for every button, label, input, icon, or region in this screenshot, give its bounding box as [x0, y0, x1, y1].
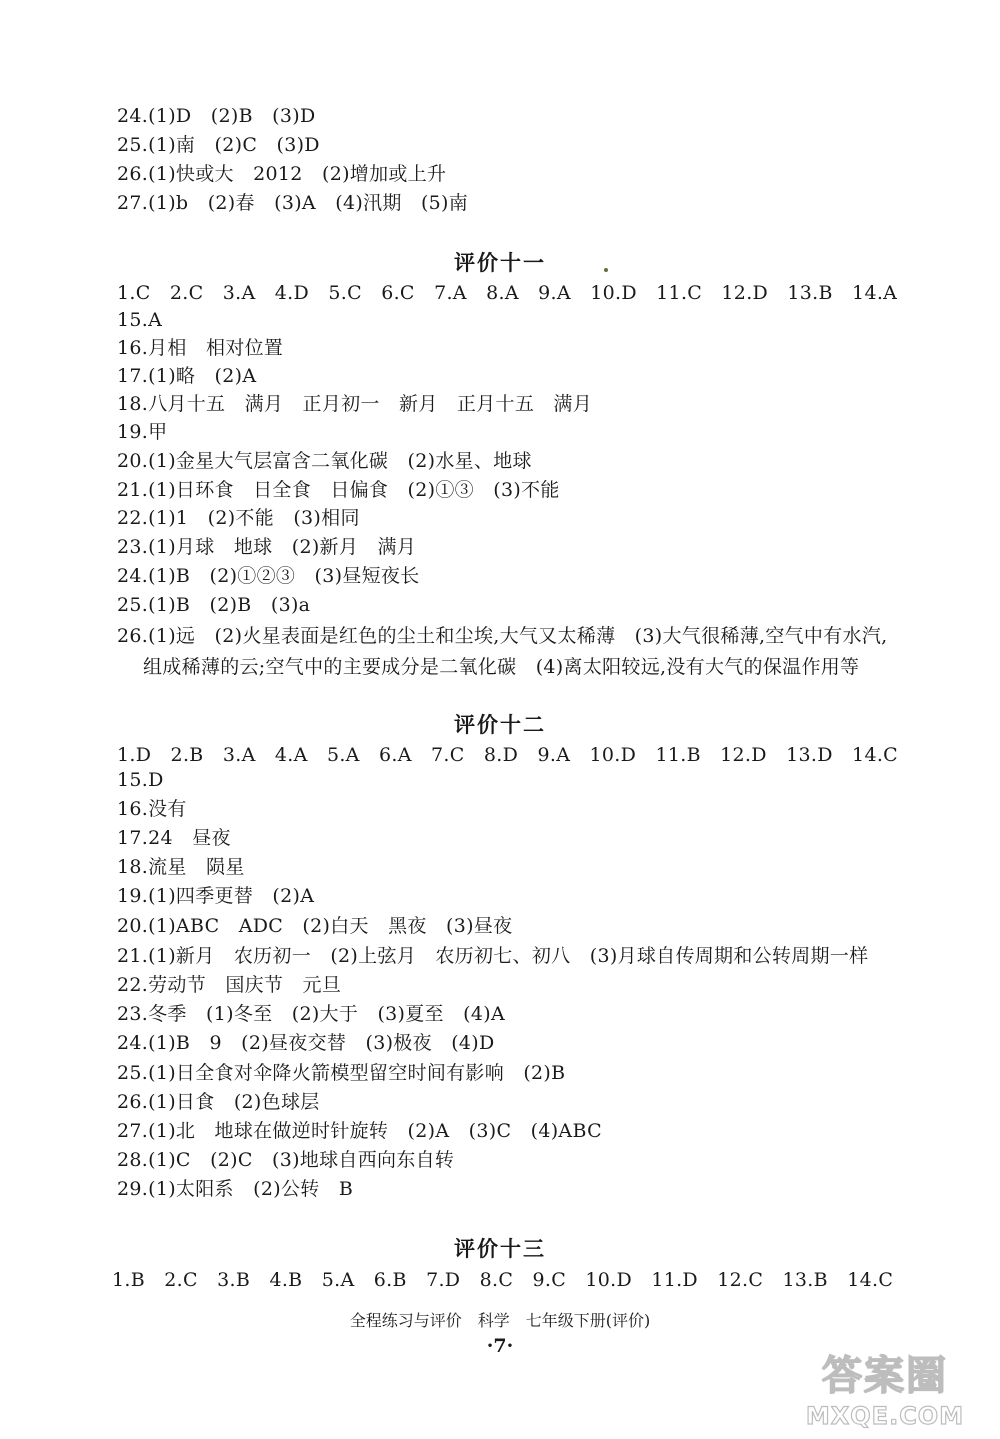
section-heading-13: 评价十三 [454, 1237, 546, 1261]
section-heading-11: 评价十一 [454, 251, 546, 275]
answer-line: 1.B 2.C 3.B 4.B 5.A 6.B 7.D 8.C 9.C 10.D 11.D 12.C 13.B 14.C [112, 1269, 894, 1291]
answer-line: 26.(1)日食 (2)色球层 [117, 1091, 320, 1113]
answer-line: 27.(1)北 地球在做逆时针旋转 (2)A (3)C (4)ABC [117, 1120, 602, 1142]
answer-line: 25.(1)南 (2)C (3)D [117, 134, 320, 156]
page-number: ·7· [486, 1335, 514, 1357]
answer-line: 25.(1)B (2)B (3)a [117, 594, 311, 616]
print-speck [604, 268, 608, 272]
answer-line: 25.(1)日全食对伞降火箭模型留空时间有影响 (2)B [117, 1062, 566, 1084]
answer-line: 20.(1)金星大气层富含二氧化碳 (2)水星、地球 [117, 450, 532, 472]
answer-line: 15.D [117, 769, 164, 791]
answer-line: 23.冬季 (1)冬至 (2)大于 (3)夏至 (4)A [117, 1003, 505, 1025]
answer-line: 1.D 2.B 3.A 4.A 5.A 6.A 7.C 8.D 9.A 10.D 11.B 12.D 13.D 14.C [117, 744, 899, 766]
watermark-text: 答案圈 [822, 1353, 948, 1399]
answer-line: 27.(1)b (2)春 (3)A (4)汛期 (5)南 [117, 192, 469, 214]
answer-line: 22.劳动节 国庆节 元旦 [117, 974, 342, 996]
answer-line: 17.24 昼夜 [117, 827, 231, 849]
footer-book-title: 全程练习与评价 科学 七年级下册(评价) [349, 1311, 651, 1330]
watermark-url: MXQE.COM [805, 1402, 965, 1430]
answer-line-continuation: 组成稀薄的云;空气中的主要成分是二氧化碳 (4)离太阳较远,没有大气的保温作用等 [143, 656, 860, 678]
answer-line: 17.(1)略 (2)A [117, 365, 257, 387]
answer-line: 28.(1)C (2)C (3)地球自西向东自转 [117, 1149, 455, 1171]
answer-line: 23.(1)月球 地球 (2)新月 满月 [117, 536, 417, 558]
answer-line: 16.没有 [117, 798, 187, 820]
answer-line: 22.(1)1 (2)不能 (3)相同 [117, 507, 360, 529]
answer-line: 21.(1)新月 农历初一 (2)上弦月 农历初七、初八 (3)月球自传周期和公转周期一样 [117, 945, 869, 967]
section-heading-12: 评价十二 [454, 713, 546, 737]
answer-line: 18.流星 陨星 [117, 856, 245, 878]
answer-line: 24.(1)B (2)①②③ (3)昼短夜长 [117, 565, 420, 587]
answer-line: 29.(1)太阳系 (2)公转 B [117, 1178, 354, 1200]
answer-line: 21.(1)日环食 日全食 日偏食 (2)①③ (3)不能 [117, 479, 560, 501]
answer-line: 24.(1)B 9 (2)昼夜交替 (3)极夜 (4)D [117, 1032, 495, 1054]
answer-line: 20.(1)ABC ADC (2)白天 黑夜 (3)昼夜 [117, 915, 513, 937]
answer-line: 19.甲 [117, 421, 168, 443]
answer-line: 26.(1)快或大 2012 (2)增加或上升 [117, 163, 447, 185]
answer-line: 15.A [117, 309, 163, 331]
watermark-logo [796, 1351, 974, 1433]
answer-line: 16.月相 相对位置 [117, 337, 284, 359]
answer-line: 1.C 2.C 3.A 4.D 5.C 6.C 7.A 8.A 9.A 10.D 11.C 12.D 13.B 14.A [117, 282, 898, 304]
answer-line: 26.(1)远 (2)火星表面是红色的尘土和尘埃,大气又太稀薄 (3)大气很稀薄,空气中有水汽, [117, 625, 888, 647]
answer-line: 24.(1)D (2)B (3)D [117, 105, 316, 127]
answer-line: 19.(1)四季更替 (2)A [117, 885, 315, 907]
answer-line: 18.八月十五 满月 正月初一 新月 正月十五 满月 [117, 393, 593, 415]
